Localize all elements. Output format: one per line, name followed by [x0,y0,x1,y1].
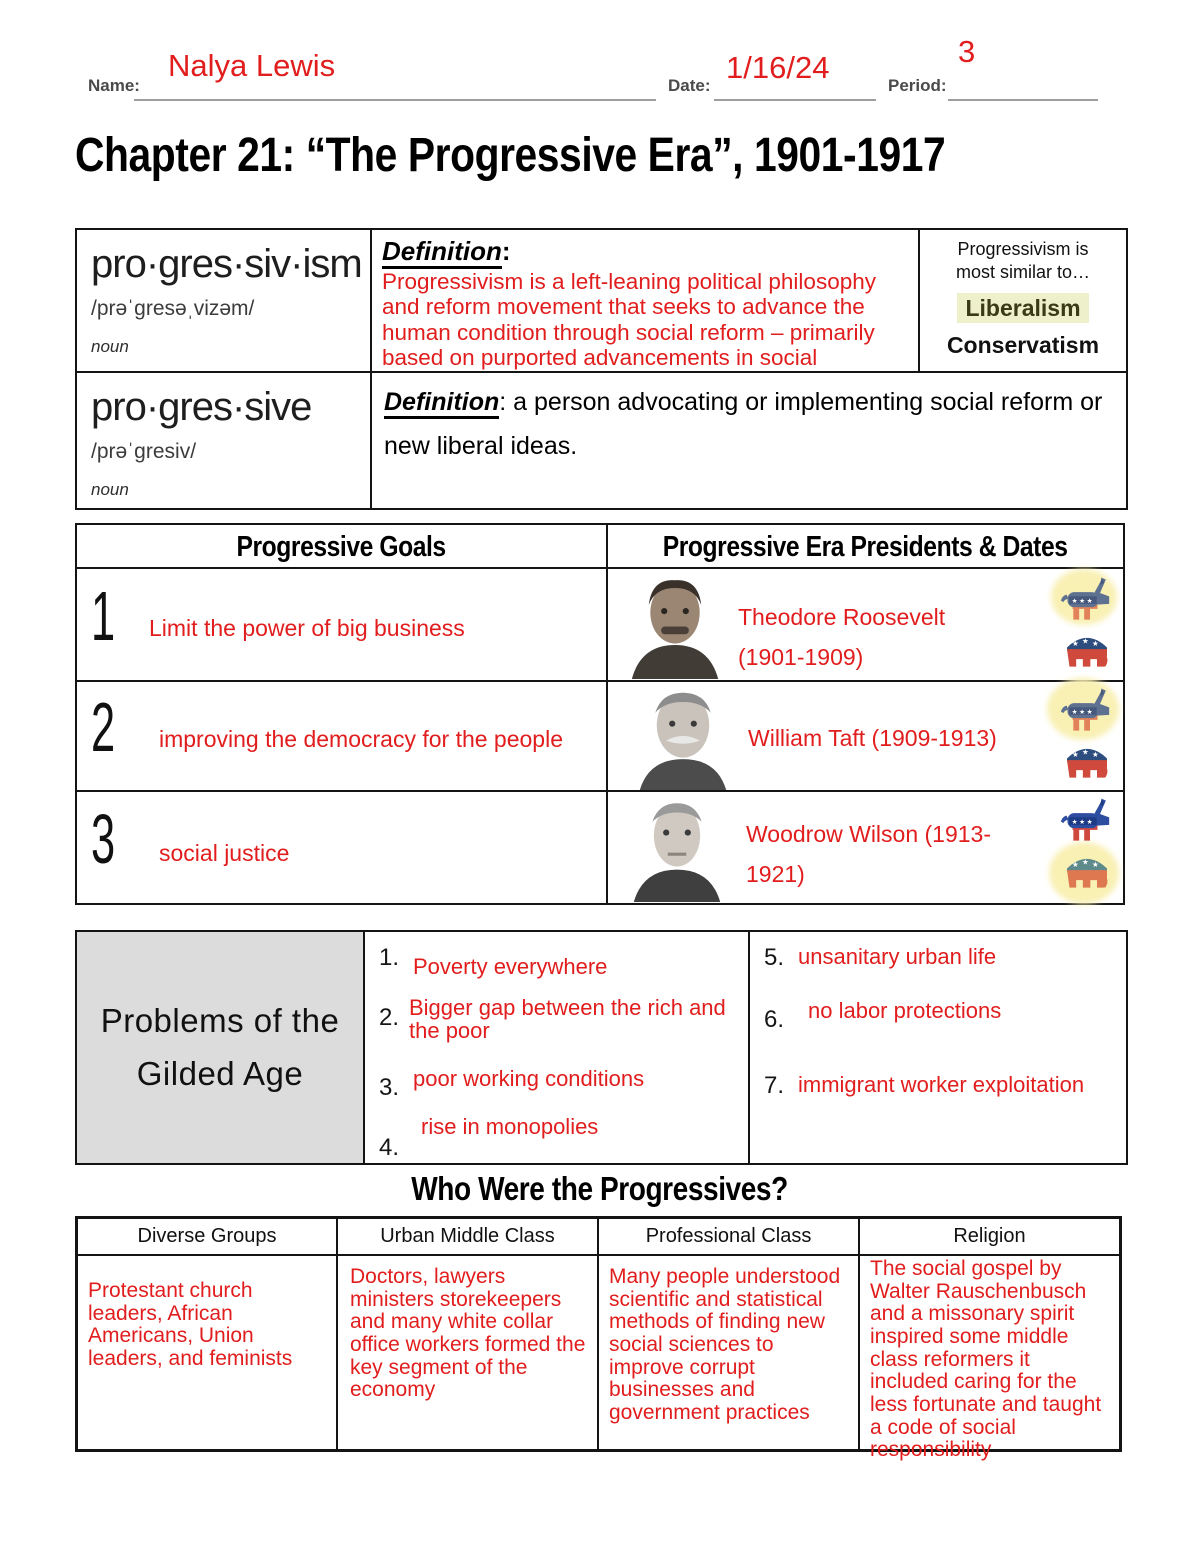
wilson-portrait [630,794,724,902]
presidents-header-cell [606,523,1125,569]
goal-3-text: social justice [159,840,290,866]
party-icons-row-2 [1055,682,1117,792]
who-header-professional-class: Professional Class [645,1225,812,1247]
svg-text:★: ★ [1079,818,1086,826]
svg-text:★: ★ [1072,749,1079,759]
progressivism-pronunciation: /prəˈgresəˌvizəm/ [91,297,255,320]
goal-1-text: Limit the power of big business [149,615,465,641]
president-2-line1: William Taft (1909-1913) [748,725,997,751]
president-1-line2: (1901-1909) [738,644,864,671]
svg-text:★: ★ [1086,708,1093,716]
goal-1-number: 1 [91,577,116,655]
svg-text:★: ★ [1079,597,1086,605]
republican-elephant-icon [1060,736,1114,786]
president-row-1-cell [606,567,1125,682]
progressive-word-cell [75,371,372,510]
problems-left-cell [363,930,750,1165]
similar-to-prompt: Progressivism is most similar to… [955,239,1090,282]
problems-right-cell [748,930,1128,1165]
president-row-3-cell [606,790,1125,905]
similar-option-liberalism: Liberalism [957,293,1088,323]
svg-text:★: ★ [1072,859,1079,869]
definition-colon: : [501,236,511,266]
who-header-religion: Religion [953,1225,1026,1247]
problem-5-text: unsanitary urban life [798,944,997,969]
president-3-line1: Woodrow Wilson (1913- [746,821,992,847]
goal-row-1-cell [75,567,608,682]
problem-2-text: Bigger gap between the rich and the poor [409,995,726,1044]
definition-label: Definition [382,236,502,269]
problems-title-line2: Gilded Age [136,1054,304,1092]
svg-text:★: ★ [1092,638,1099,648]
svg-text:★: ★ [1079,708,1086,716]
definition-part1: Progressivism is a left-leaning political philosophy and reform movement that seeks to advance the human condition through social reform – primarily based on purported advancements in social [382,269,876,371]
progressive-definition-text: : a person advocating or implementing social reform or new liberal ideas. [384,388,1103,460]
who-body-cell-1 [75,1254,338,1452]
democrat-donkey-icon [1058,794,1112,844]
svg-text:★: ★ [1082,857,1089,867]
who-header-cell-2 [336,1216,599,1256]
party-icons-row-1 [1055,571,1117,681]
problem-7-number: 7. [764,1072,785,1099]
progressive-definition-label: Definition [384,388,499,419]
svg-text:★: ★ [1071,708,1078,716]
democrat-donkey-icon [1058,684,1112,734]
taft-portrait [636,682,730,790]
svg-text:★: ★ [1086,597,1093,605]
svg-text:★: ★ [1072,638,1079,648]
date-underline [714,99,876,101]
problem-3-text: poor working conditions [413,1066,645,1091]
goal-2-text: improving the democracy for the people [159,726,563,752]
roosevelt-portrait [628,571,722,679]
who-header-urban-middle-class: Urban Middle Class [380,1225,555,1247]
who-body-religion: The social gospel by Walter Rauschenbusch and a missonary spirit inspired some middle class reformers it included caring for the less fortunate and taught a code of social responsibility [870,1257,1102,1462]
problems-table [75,930,1128,1165]
problem-6-number: 6. [764,1006,785,1033]
democrat-donkey-icon [1058,573,1112,623]
name-label: Name: [88,76,140,95]
period-label: Period: [888,76,947,95]
name-underline [134,99,656,101]
svg-text:★: ★ [1092,859,1099,869]
president-row-2-cell [606,680,1125,792]
goal-3-number: 3 [91,800,116,878]
progressive-part-of-speech: noun [91,480,129,499]
who-table [75,1216,1122,1462]
goal-row-3-cell [75,790,608,905]
problem-1-number: 1. [379,944,400,971]
progressivism-word-cell [75,228,372,373]
svg-text:★: ★ [1086,818,1093,826]
svg-text:★: ★ [1071,818,1078,826]
form-header [0,0,1200,115]
date-label: Date: [668,76,711,95]
problems-title-cell [75,930,365,1165]
goal-row-2-cell [75,680,608,792]
progressivism-definition-cell [370,228,920,373]
progressivism-word: pro·gres·siv·ism [91,242,362,286]
who-header-cell-3 [597,1216,860,1256]
who-body-cell-4 [858,1254,1122,1462]
problem-7-text: immigrant worker exploitation [798,1072,1085,1097]
problem-4-text: rise in monopolies [421,1114,599,1139]
goals-header-cell [75,523,608,569]
goals-table [75,523,1125,905]
president-3-line2: 1921) [746,861,805,888]
similar-option-conservatism: Conservatism [946,332,1100,358]
svg-text:★: ★ [1092,749,1099,759]
who-body-diverse-groups: Protestant church leaders, African Americans, Union leaders, and feminists [88,1279,293,1371]
progressivism-part-of-speech: noun [91,337,129,356]
party-icons-row-3 [1055,794,1117,904]
name-handwritten-value: Nalya Lewis [168,48,336,83]
svg-text:★: ★ [1082,747,1089,757]
dictionary-table [75,228,1128,510]
presidents-header: Progressive Era Presidents & Dates [663,531,1068,563]
problem-3-number: 3. [379,1074,400,1101]
goals-header: Progressive Goals [236,531,447,563]
problem-6-text: no labor protections [808,998,1002,1023]
who-body-professional-class: Many people understood scientific and statistical methods of finding new social sciences to improve corrupt businesses and government practices [609,1265,841,1425]
president-1-name [738,597,1038,678]
who-body-cell-2 [336,1254,599,1452]
republican-elephant-icon [1060,625,1114,675]
problems-title-line1: Problems of the [100,1001,340,1039]
goal-2-number: 2 [91,688,116,766]
page-title-text: Chapter 21: “The Progressive Era”, 1901-1917 [75,129,946,182]
problem-2-number: 2. [379,1004,400,1031]
page-title [75,128,1175,183]
progressive-pronunciation: /prəˈgresiv/ [91,440,197,463]
who-heading-text: Who Were the Progressives? [411,1170,789,1207]
president-3-name [746,814,1056,895]
who-header-cell-4 [858,1216,1122,1256]
progressive-word: pro·gres·sive [91,385,312,429]
republican-elephant-icon [1060,846,1114,896]
svg-text:★: ★ [1082,636,1089,646]
progressive-definition-cell [370,371,1128,510]
svg-text:★: ★ [1071,597,1078,605]
who-body-cell-3 [597,1254,860,1452]
president-2-name [748,718,1058,758]
date-handwritten-value: 1/16/24 [726,50,830,85]
similar-to-cell [918,228,1128,373]
problem-5-number: 5. [764,944,785,971]
period-underline [948,99,1098,101]
president-1-line1: Theodore Roosevelt [738,604,946,630]
who-header-cell-1 [75,1216,338,1256]
who-body-urban-middle-class: Doctors, lawyers ministers storekeepers and many white collar office workers formed the key segment of the economy [350,1265,586,1402]
problem-1-text: Poverty everywhere [413,954,608,979]
who-heading [0,1170,1200,1208]
period-handwritten-value: 3 [958,34,976,69]
problem-4-number: 4. [379,1134,400,1161]
who-header-diverse-groups: Diverse Groups [137,1225,277,1247]
